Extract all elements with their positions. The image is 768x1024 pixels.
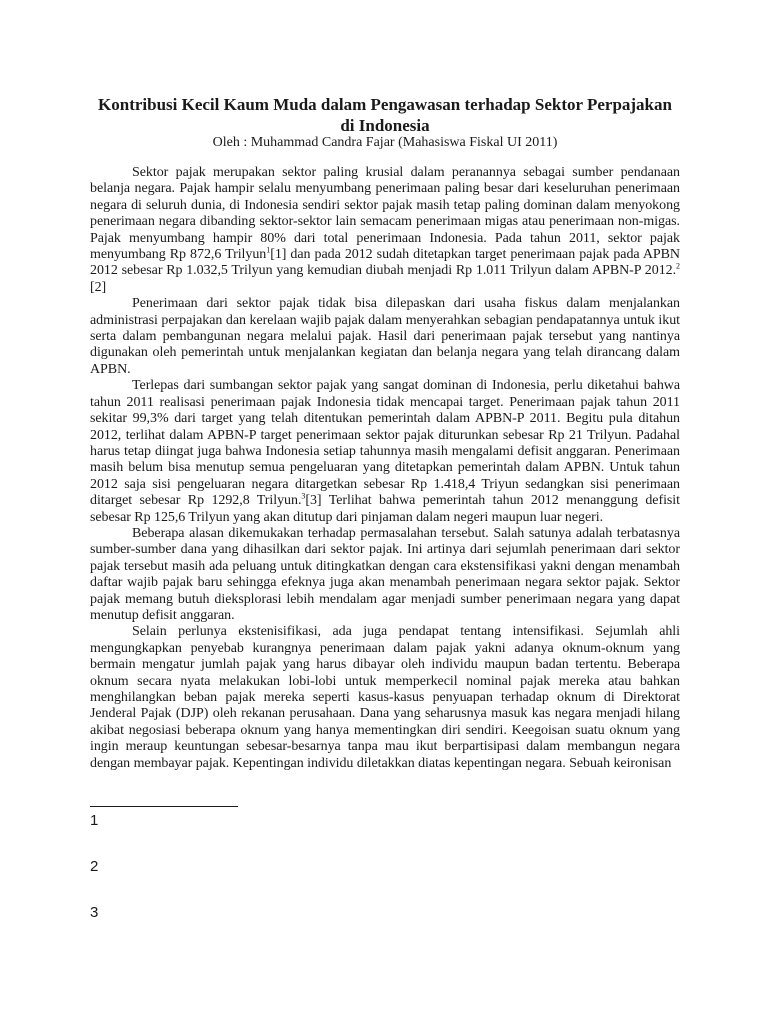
paragraph-3	[90, 378, 680, 526]
document-title: Kontribusi Kecil Kaum Muda dalam Pengawasan terhadap Sektor Perpajakan di Indonesia	[98, 95, 672, 135]
author-line: Oleh : Muhammad Candra Fajar (Mahasiswa Fiskal UI 2011)	[212, 135, 558, 150]
footnote-ref-3: 3	[301, 491, 306, 501]
paragraph-text: Sektor pajak merupakan sektor paling krusial dalam peranannya sebagai sumber pendanaan belanja negara. Pajak hampir selalu menyumbang penerimaan paling besar dari keseluruhan penerimaan negara di seluruh dunia, di Indonesia sendiri sektor pajak masih tetap paling dominan dalam menyokong penerimaan negara dibanding sektor-sektor lain semacam penerimaan migas atau penerimaan non-migas. Pajak menyumbang hampir 80% dari total penerimaan Indonesia. Pada tahun 2011, sektor pajak menyumbang Rp 872,6 Trilyun	[90, 165, 680, 263]
footnote-3: 3	[90, 904, 99, 921]
paragraph-2	[90, 296, 680, 378]
paragraph-text: Penerimaan dari sektor pajak tidak bisa dilepaskan dari usaha fiskus dalam menjalankan administrasi perpajakan dan kerelaan wajib pajak dalam menyerahkan sebagian pendapatannya untuk ikut serta dalam pembangunan negara melalui pajak. Hasil dari penerimaan pajak tersebut yang nantinya digunakan oleh pemerintah untuk menjalankan kegiatan dan belanja negara yang telah dirancang dalam APBN.	[90, 296, 680, 377]
footnote-1: 1	[90, 812, 99, 829]
paragraph-text: Beberapa alasan dikemukakan terhadap permasalahan tersebut. Salah satunya adalah terbatasnya sumber-sumber dana yang dihasilkan dari sektor pajak. Ini artinya dari sejumlah penerimaan dari sektor pajak tersebut masih ada peluang untuk ditingkatkan dengan cara ekstensifikasi yakni dengan menambah daftar wajib pajak baru sehingga efeknya juga akan menambah penerimaan negara sektor pajak. Sektor pajak memang butuh dieksplorasi lebih mendalam agar menjadi sumber penerimaan negara yang dapat menutup defisit anggaran.	[90, 525, 680, 623]
paragraph-5	[90, 624, 680, 772]
paragraph-text: [3] Terlihat bahwa pemerintah tahun 2012 menanggung defisit sebesar Rp 125,6 Trilyun yang akan ditutup dari pinjaman dalam negeri maupun luar negeri.	[90, 493, 680, 525]
paragraph-text: Terlepas dari sumbangan sektor pajak yang sangat dominan di Indonesia, perlu diketahui bahwa tahun 2011 realisasi penerimaan pajak Indonesia tidak mencapai target. Penerimaan pajak tahun 2011 sekitar 99,3% dari target yang telah ditentukan pemerintah dalam APBN-P 2011. Begitu pula ditahun 2012, terlihat dalam APBN-P target penerimaan sektor pajak diturunkan sebesar Rp 21 Trilyun. Padahal harus tetap diingat juga bahwa Indonesia setiap tahunnya masih mengalami defisit anggaran. Penerimaan masih belum bisa menutup semua pengeluaran yang ditetapkan pemerintah dalam APBN. Untuk tahun 2012 saja sisi pengeluaran negara ditargetkan sebesar Rp 1.418,4 Triyun sedangkan sisi penerimaan ditarget sebesar Rp 1292,8 Trilyun.	[90, 378, 680, 509]
paragraph-text: [2]	[90, 279, 107, 295]
paragraph-4	[90, 526, 680, 624]
footnote-separator	[90, 806, 238, 807]
footnote-ref-1: 1	[266, 245, 271, 255]
footnote-2: 2	[90, 858, 99, 875]
paragraph-text: Selain perlunya ekstenisifikasi, ada juga pendapat tentang intensifikasi. Sejumlah ahli mengungkapkan penyebab kurangnya penerimaan dalam pajak yakni adanya oknum-oknum yang bermain mengatur jumlah pajak yang harus dibayar oleh individu maupun badan tertentu. Beberapa oknum secara nyata melakukan lobi-lobi untuk memperkecil nominal pajak mereka atau bahkan menghilangkan beban pajak mereka seperti kasus-kasus penyuapan terhadap oknum di Direktorat Jenderal Pajak (DJP) oleh rekanan perusahaan. Dana yang seharusnya masuk kas negara menjadi hilang akibat negosiasi beberapa oknum yang hanya mementingkan diri sendiri. Keegoisan suatu oknum yang ingin meraup keuntungan sebesar-besarnya tanpa mau ikut berpartisipasi dalam membangun negara dengan membayar pajak. Kepentingan individu diletakkan diatas kepentingan negara. Sebuah keironisan	[90, 624, 680, 771]
paragraph-text: [1] dan pada 2012 sudah ditetapkan target penerimaan pajak pada APBN 2012 sebesar Rp 1.032,5 Trilyun yang kemudian diubah menjadi Rp 1.011 Trilyun dalam APBN-P 2012.	[90, 247, 680, 279]
paragraph-1	[90, 165, 680, 296]
footnote-ref-2: 2	[676, 261, 680, 271]
document-body	[90, 165, 680, 772]
